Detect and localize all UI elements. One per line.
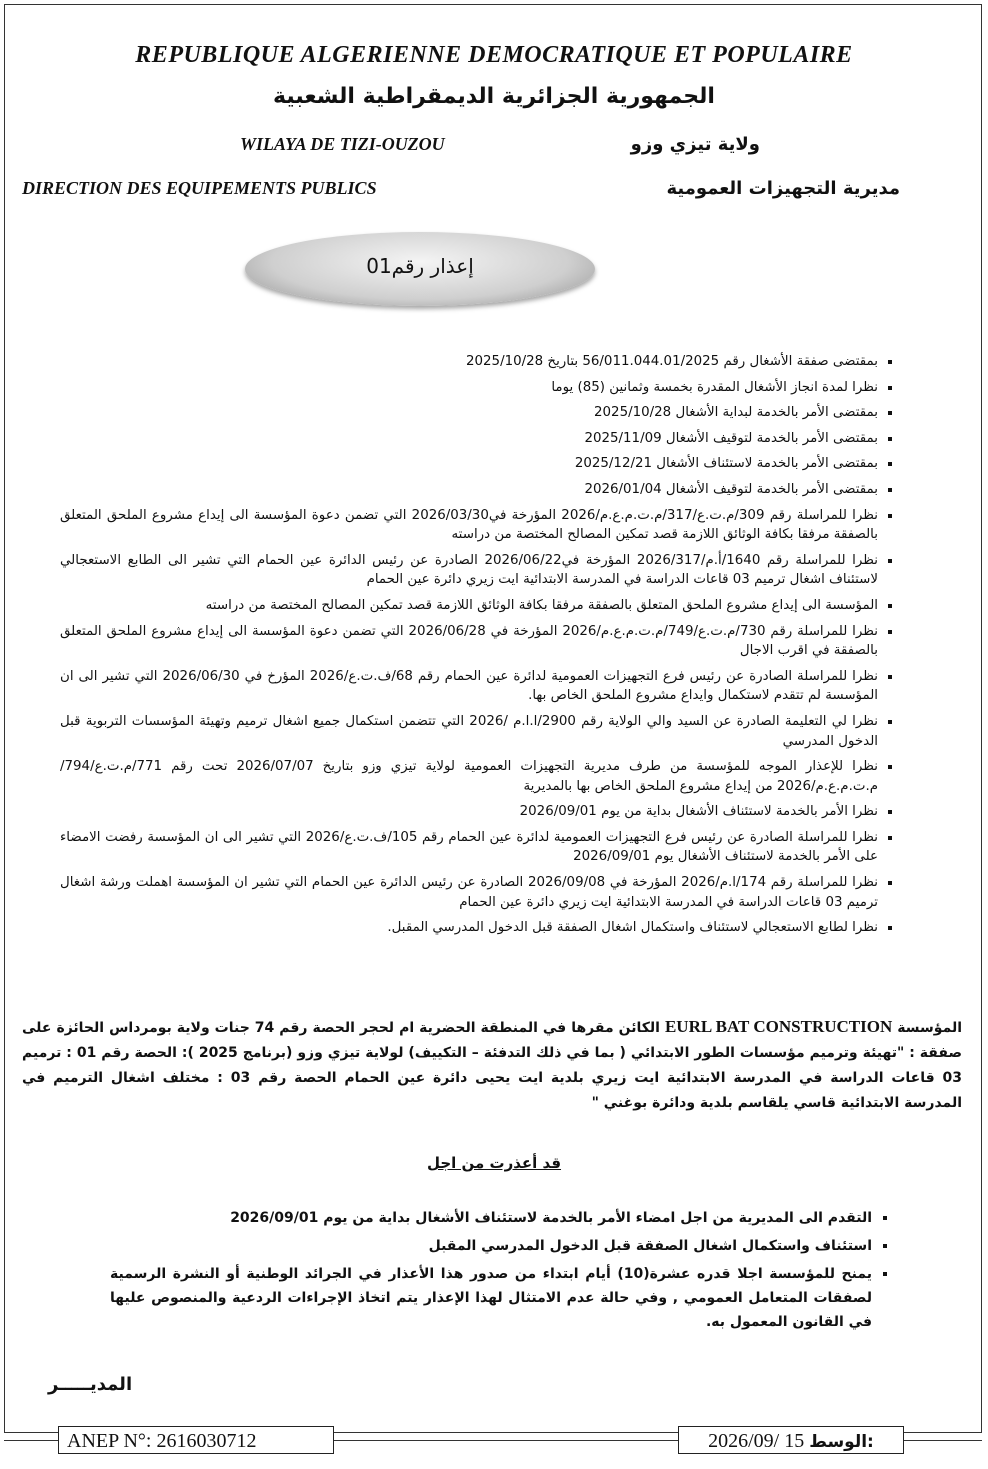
consideration-item: ▪ نظرا للمراسلة الصادرة عن رئيس فرع التجهيزات العمومية لدائرة عين الحمام رقم 68/ف.ت.ع/2026 المؤرخ في 2026/06/30 التي تشير الى ان المؤسسة لم تتقدم لاستكمال وايداع مشروع الملحق الخاص بها. [60, 667, 878, 706]
consideration-item: ▪ بمقتضى صفقة الأشغال رقم 56/011.044.01/2025 بتاريخ 2025/10/28 [60, 352, 878, 372]
company-intro: المؤسسة [897, 1020, 963, 1036]
obligation-item: ▪ التقدم الى المديرية من اجل امضاء الأمر بالخدمة لاستئناف الأشغال بداية من يوم 2026/09/01 [110, 1206, 872, 1230]
anep-number-box: ANEP N°: 2616030712 [58, 1426, 334, 1454]
mise-en-demeure-heading: قد أعذرت من اجل [426, 1154, 562, 1172]
considerations-list [60, 352, 900, 944]
company-name: EURL BAT CONSTRUCTION [664, 1017, 893, 1036]
publication-date: 2026/09/ 15 [708, 1430, 805, 1452]
publication-date-box [678, 1426, 904, 1454]
consideration-item: ▪ نظرا للمراسلة الصادرة عن رئيس فرع التجهيزات العمومية لدائرة عين الحمام رقم 105/ف.ت.ع/2026 التي تشير الى ان المؤسسة رفضت الامضاء على الأمر بالخدمة لاستئناف الأشغال يوم 2026/09/01 [60, 828, 878, 867]
obligations-list [110, 1206, 900, 1338]
consideration-item: ▪ نظرا للمراسلة رقم 730/م.ت.ع/749/م.ت.م.ع.م/2026 المؤرخة في 2026/06/28 التي تضمن دعوة المؤسسة الى إيداع مشروع الملحق المتعلق بالصفقة في اقرب الاجال [60, 622, 878, 661]
wilaya-fr: WILAYA DE TIZI-OUZOU [240, 134, 445, 154]
company-paragraph [22, 1014, 962, 1116]
wilaya-ar: ولاية تيزي وزو [630, 134, 760, 155]
newspaper-label: الوسط: [809, 1432, 874, 1452]
consideration-item: ▪ نظرا الأمر بالخدمة لاستئناف الأشغال بداية من يوم 2026/09/01 [60, 802, 878, 822]
republic-title-fr: REPUBLIQUE ALGERIENNE DEMOCRATIQUE ET POPULAIRE [135, 42, 853, 68]
obligation-item: ▪ استئناف واستكمال اشغال الصفقة قبل الدخول المدرسي المقبل [110, 1234, 872, 1258]
consideration-item: ▪ نظرا لي التعليمة الصادرة عن السيد والي الولاية رقم 2900/ا.ا.م /2026 التي تتضمن استكمال جميع اشغال ترميم وتهيئة المؤسسات التربوية قبل الدخول المدرسي [60, 712, 878, 751]
consideration-item: ▪ نظرا للمراسلة رقم 309/م.ت.ع/317/م.ت.م.ع.م/2026 المؤرخة في2026/03/30 التي تضمن دعوة المؤسسة الى إيداع مشروع الملحق المتعلق بالصفقة مرفقا بكافة الوثائق اللازمة قصد تمكين المصالح المختصة من دراسته [60, 506, 878, 545]
consideration-item: ▪ بمقتضى الأمر بالخدمة لاستئناف الأشغال 2025/12/21 [60, 454, 878, 474]
notice-title: إعذار رقم01 [366, 254, 474, 278]
consideration-item: ▪ بمقتضى الأمر بالخدمة لبداية الأشغال 2025/10/28 [60, 403, 878, 423]
republic-title-ar: الجمهورية الجزائرية الديمقراطية الشعبية [273, 84, 715, 109]
consideration-item: ▪ نظرا للإعذار الموجه للمؤسسة من طرف مديرية التجهيزات العمومية لولاية تيزي وزو بتاريخ 2026/07/07 تحت رقم 771/م.ت.ع/794/م.ت.م.ع.م/2026 من إيداع مشروع الملحق الخاص بها بالمديرية [60, 757, 878, 796]
notice-title-ellipse [245, 232, 595, 306]
consideration-item: ▪ نظرا لطابع الاستعجالي لاستئناف واستكمال اشغال الصفقة قبل الدخول المدرسي المقبل. [60, 918, 878, 938]
consideration-item: ▪ المؤسسة الى إيداع مشروع الملحق المتعلق بالصفقة مرفقا بكافة الوثائق اللازمة قصد تمكين المصالح المختصة من دراسته [60, 596, 878, 616]
consideration-item: ▪ بمقتضى الأمر بالخدمة لتوقيف الأشغال 2026/01/04 [60, 480, 878, 500]
consideration-item: ▪ بمقتضى الأمر بالخدمة لتوقيف الأشغال 2025/11/09 [60, 429, 878, 449]
consideration-item: ▪ نظرا لمدة انجاز الأشغال المقدرة بخمسة وثمانين (85) يوما [60, 378, 878, 398]
direction-ar: مديرية التجهيزات العمومية [666, 178, 900, 199]
consideration-item: ▪ نظرا للمراسلة رقم 1640/أ.م/2026/317 المؤرخة في2026/06/22 الصادرة عن رئيس الدائرة عين الحمام التي تشير الى الطابع الاستعجالي لاستئناف اشغال ترميم 03 قاعات الدراسة في المدرسة الابتدائية ايت زيري دائرة عين الحمام [60, 551, 878, 590]
consideration-item: ▪ نظرا للمراسلة رقم 174/ا.م/2026 المؤرخة في 2026/09/08 الصادرة عن رئيس الدائرة عين الحمام التي تشير ان المؤسسة اهملت ورشة اشغال ترميم 03 قاعات الدراسة في المدرسة الابتدائية ايت زيري دائرة عين الحمام [60, 873, 878, 912]
direction-fr: DIRECTION DES EQUIPEMENTS PUBLICS [22, 178, 377, 198]
company-text: الكائن مقرها في المنطقة الحضرية ام لحجر الحصة رقم 74 جنات ولاية بومرداس الحائزة على صفقة : "تهيئة وترميم مؤسسات الطور الابتدائي ( بما في ذلك التدفئة – التكييف) لولاية تيزي وزو (برنامج 2025 ): الحصة رقم 01 : ترميم 03 قاعات الدراسة في المدرسة الابتدائية ايت زيري بلدية ايت يحيى دائرة عين الحمام الحصة رقم 03 : مختلف اشغال الترميم في المدرسة الابتدائية قاسي يلقاسم بلدية ودائرة بوغني " [22, 1020, 962, 1111]
obligation-item: ▪ يمنح للمؤسسة اجلا قدره عشرة(10) أيام ابتداء من صدور هذا الأعذار في الجرائد الوطنية أو النشرة الرسمية لصفقات المتعامل العمومي , وفي حالة عدم الامتثال لهذا الإعذار يتم اتخاذ الإجراءات الردعية والمنصوص عليها في القانون المعمول به. [110, 1262, 872, 1334]
signature: المديـــــر [48, 1374, 133, 1395]
